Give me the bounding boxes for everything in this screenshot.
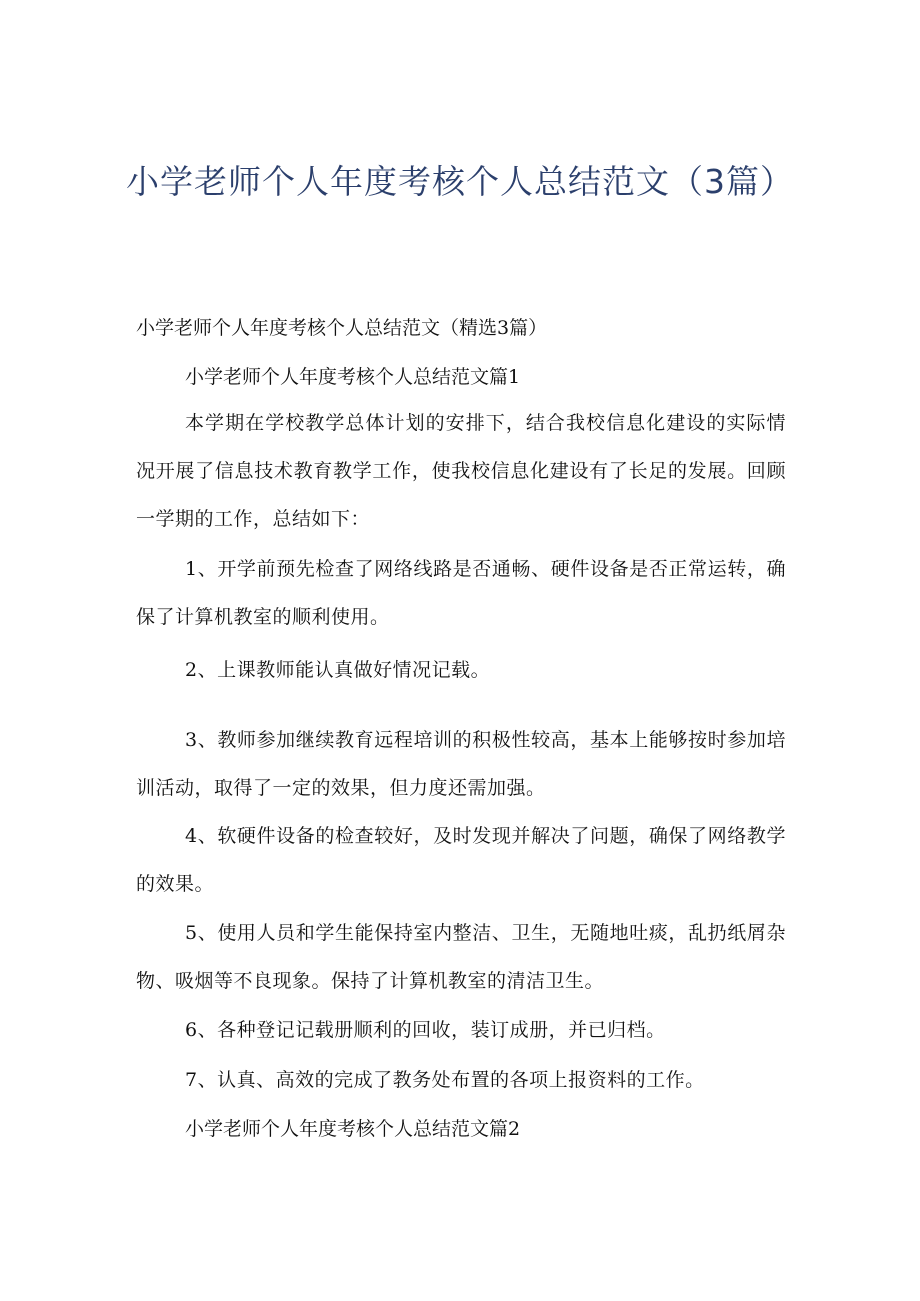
intro-paragraph: 本学期在学校教学总体计划的安排下，结合我校信息化建设的实际情况开展了信息技术教育教学工作，使我校信息化建设有了长足的发展。回顾一学期的工作，总结如下： [136, 412, 786, 530]
document-title: 小学老师个人年度考核个人总结范文（3篇） [126, 162, 794, 201]
document-subtitle: 小学老师个人年度考核个人总结范文（精选3篇） [136, 317, 548, 339]
list-item-1: 1、开学前预先检查了网络线路是否通畅、硬件设备是否正常运转，确保了计算机教室的顺利使用。 [136, 558, 786, 628]
list-item-5: 5、使用人员和学生能保持室内整洁、卫生，无随地吐痰，乱扔纸屑杂物、吸烟等不良现象。保持了计算机教室的清洁卫生。 [136, 922, 786, 992]
list-item-6: 6、各种登记记载册顺利的回收，装订成册，并已归档。 [185, 1019, 666, 1041]
section-1-heading: 小学老师个人年度考核个人总结范文篇1 [185, 366, 521, 388]
list-item-7: 7、认真、高效的完成了教务处布置的各项上报资料的工作。 [185, 1069, 705, 1091]
section-2-heading: 小学老师个人年度考核个人总结范文篇2 [185, 1118, 521, 1140]
list-item-3: 3、教师参加继续教育远程培训的积极性较高，基本上能够按时参加培训活动，取得了一定的效果，但力度还需加强。 [136, 729, 786, 799]
list-item-4: 4、软硬件设备的检查较好，及时发现并解决了问题，确保了网络教学的效果。 [136, 825, 786, 895]
list-item-2: 2、上课教师能认真做好情况记载。 [185, 659, 491, 681]
